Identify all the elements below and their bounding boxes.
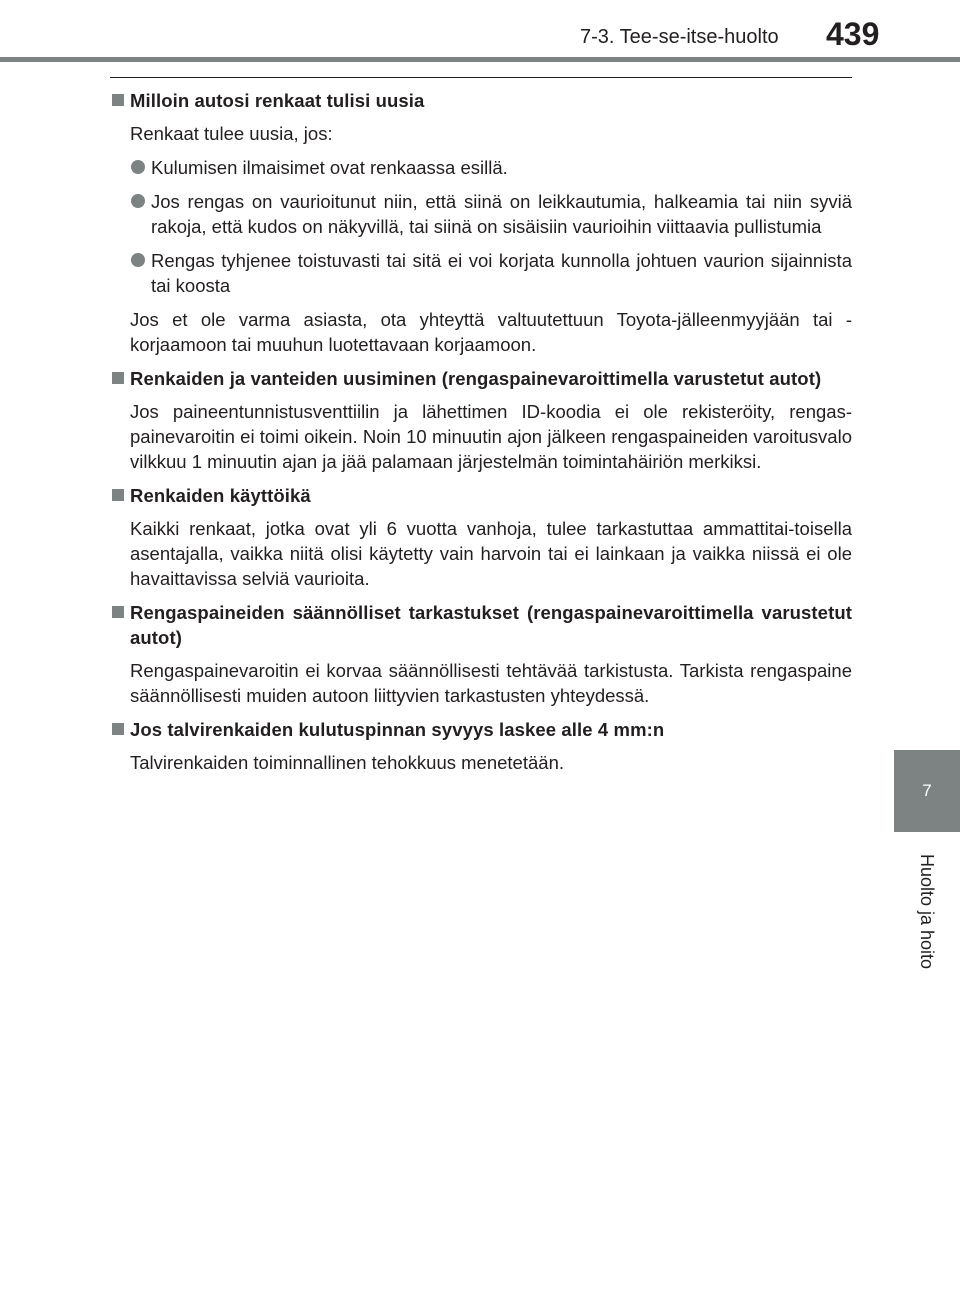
section-title: 7-3. Tee-se-itse-huolto bbox=[580, 26, 779, 48]
square-bullet-icon bbox=[112, 489, 124, 501]
paragraph: Kaikki renkaat, jotka ovat yli 6 vuotta vanhoja, tulee tarkastuttaa ammattitai-toisella asentajalla, vaikka niitä olisi käytetty vain harvoin tai ei lainkaan ja vaikka niissä ei ole havaittavissa selviä vaurioita. bbox=[130, 518, 852, 589]
paragraph: Renkaat tulee uusia, jos: bbox=[130, 123, 333, 144]
section-heading bbox=[110, 88, 852, 113]
page-header bbox=[0, 0, 960, 64]
heading-text: Rengaspaineiden säännölliset tarkastukset (rengaspainevaroittimella varustetut autot) bbox=[130, 602, 852, 648]
page-content bbox=[110, 88, 852, 784]
header-bar bbox=[0, 57, 960, 62]
section-heading bbox=[110, 600, 852, 650]
list-item bbox=[130, 248, 852, 298]
chapter-tab bbox=[894, 750, 960, 832]
circle-bullet-icon bbox=[131, 160, 145, 174]
chapter-label bbox=[894, 836, 960, 986]
heading-text: Renkaiden käyttöikä bbox=[130, 485, 311, 506]
chapter-title: Huolto ja hoito bbox=[917, 853, 938, 969]
list-item-text: Jos rengas on vaurioitunut niin, että siinä on leikkautumia, halkeamia tai niin syviä rakoja, että kudos on näkyvillä, tai siinä on sisäisiin vaurioihin viittaavia pullistumia bbox=[151, 191, 852, 237]
paragraph: Jos et ole varma asiasta, ota yhteyttä valtuutettuun Toyota-jälleenmyyjään tai -korjaamoon tai muuhun luotettavaan korjaamoon. bbox=[130, 309, 852, 355]
paragraph: Talvirenkaiden toiminnallinen tehokkuus menetetään. bbox=[130, 752, 564, 773]
square-bullet-icon bbox=[112, 606, 124, 618]
list-item-text: Kulumisen ilmaisimet ovat renkaassa esillä. bbox=[151, 157, 508, 178]
paragraph: Rengaspainevaroitin ei korvaa säännöllisesti tehtävää tarkistusta. Tarkista rengaspaine säännöllisesti muiden autoon liittyvien tarkastusten yhteydessä. bbox=[130, 660, 852, 706]
page-number: 439 bbox=[826, 16, 880, 52]
list-item-text: Rengas tyhjenee toistuvasti tai sitä ei voi korjata kunnolla johtuen vaurion sijainnista tai koosta bbox=[151, 250, 852, 296]
square-bullet-icon bbox=[112, 94, 124, 106]
square-bullet-icon bbox=[112, 723, 124, 735]
heading-text: Jos talvirenkaiden kulutuspinnan syvyys laskee alle 4 mm:n bbox=[130, 719, 665, 740]
paragraph: Jos paineentunnistusventtiilin ja lähettimen ID-koodia ei ole rekisteröity, rengas-painevaroitin ei toimi oikein. Noin 10 minuutin ajon jälkeen rengaspaineiden varoitusvalo vilkkuu 1 minuutin ajan ja jää palamaan järjestelmän toimintahäiriön merkiksi. bbox=[130, 401, 852, 472]
top-rule bbox=[110, 77, 852, 78]
list-item bbox=[130, 189, 852, 239]
section-heading bbox=[110, 366, 852, 391]
heading-text: Milloin autosi renkaat tulisi uusia bbox=[130, 90, 425, 111]
circle-bullet-icon bbox=[131, 194, 145, 208]
list-item bbox=[130, 155, 852, 180]
chapter-number: 7 bbox=[922, 781, 932, 800]
square-bullet-icon bbox=[112, 372, 124, 384]
circle-bullet-icon bbox=[131, 253, 145, 267]
section-heading bbox=[110, 717, 852, 742]
section-heading bbox=[110, 483, 852, 508]
heading-text: Renkaiden ja vanteiden uusiminen (rengaspainevaroittimella varustetut autot) bbox=[130, 368, 822, 389]
